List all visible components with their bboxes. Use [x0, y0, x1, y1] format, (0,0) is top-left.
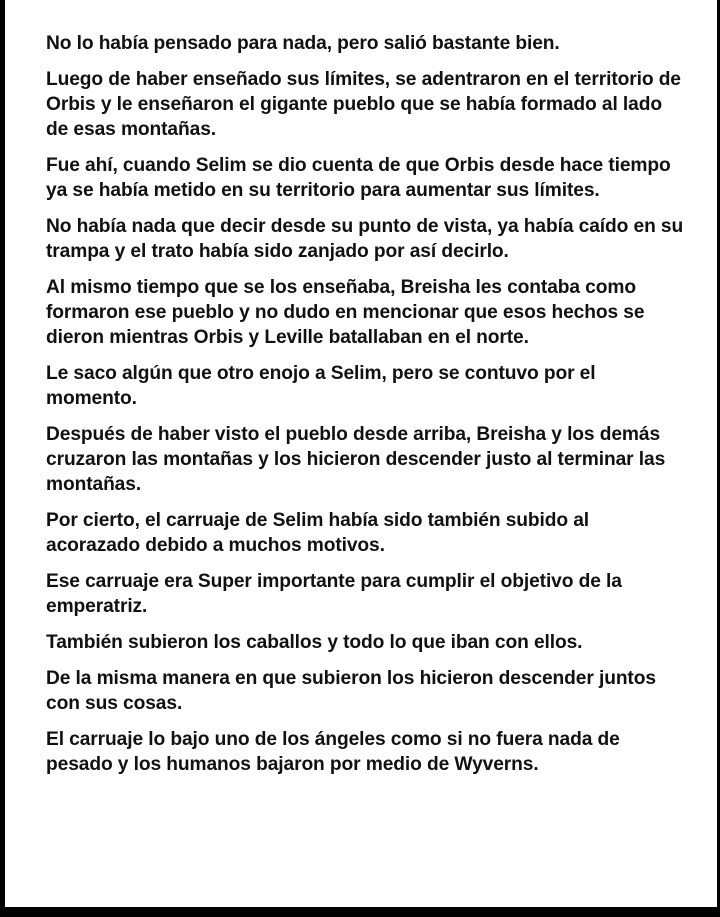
paragraph: El carruaje lo bajo uno de los ángeles como si no fuera nada de pesado y los humanos bajaron por medio de Wyverns.	[46, 729, 620, 775]
paragraph: Por cierto, el carruaje de Selim había sido también subido al acorazado debido a muchos motivos.	[46, 510, 590, 556]
paragraph: También subieron los caballos y todo lo que iban con ellos.	[46, 632, 583, 653]
paragraph: Al mismo tiempo que se los enseñaba, Breisha les contaba como formaron ese pueblo y no dudo en mencionar que esos hechos se dieron mientras Orbis y Leville batallaban en el norte.	[46, 277, 645, 348]
document-page	[5, 0, 717, 907]
paragraph: Después de haber visto el pueblo desde arriba, Breisha y los demás cruzaron las montañas y los hicieron descender justo al terminar las montañas.	[46, 424, 666, 495]
paragraph: Ese carruaje era Super importante para cumplir el objetivo de la emperatriz.	[46, 571, 622, 617]
paragraph: Fue ahí, cuando Selim se dio cuenta de que Orbis desde hace tiempo ya se había metido en su territorio para aumentar sus límites.	[46, 155, 671, 201]
paragraph: No lo había pensado para nada, pero salió bastante bien.	[46, 33, 560, 54]
paragraph: No había nada que decir desde su punto de vista, ya había caído en su trampa y el trato había sido zanjado por así decirlo.	[46, 216, 684, 262]
document-body	[46, 31, 686, 788]
paragraph: De la misma manera en que subieron los hicieron descender juntos con sus cosas.	[46, 668, 656, 714]
paragraph: Luego de haber enseñado sus límites, se adentraron en el territorio de Orbis y le enseñaron el gigante pueblo que se había formado al lado de esas montañas.	[46, 69, 681, 140]
paragraph: Le saco algún que otro enojo a Selim, pero se contuvo por el momento.	[46, 363, 596, 409]
